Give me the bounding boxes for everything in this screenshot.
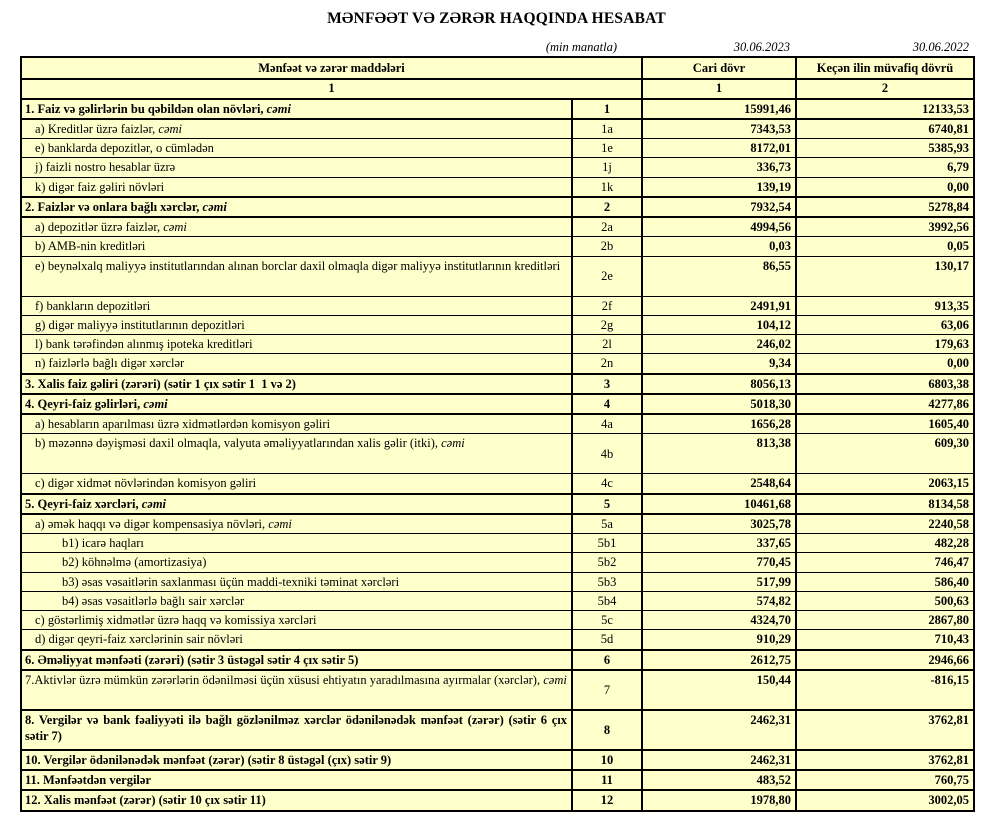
row-value-current: 246,02	[642, 335, 796, 354]
table-row	[21, 119, 974, 139]
table-row	[21, 354, 974, 374]
row-value-current: 9,34	[642, 354, 796, 374]
table-header	[21, 57, 974, 99]
row-number: 2	[572, 197, 642, 217]
row-value-previous: 6,79	[796, 158, 974, 177]
row-label-italic-suffix: cəmi	[543, 672, 567, 687]
row-label-text: 7.Aktivlər üzrə mümkün zərərlərin ödənilməsi üçün xüsusi ehtiyatın yaradılmasına ayırmalar (xərclər),	[25, 672, 544, 687]
row-value-current: 7932,54	[642, 197, 796, 217]
row-value-current: 337,65	[642, 534, 796, 553]
row-value-current: 910,29	[642, 630, 796, 650]
row-number: 1e	[572, 139, 642, 158]
row-label	[21, 354, 572, 374]
row-label-text: 2. Faizlər və onlara bağlı xərclər,	[25, 199, 203, 214]
row-label	[21, 237, 572, 256]
row-value-current: 1978,80	[642, 790, 796, 810]
row-label-text: n) faizlərlə bağlı digər xərclər	[35, 356, 185, 371]
row-value-previous: 6803,38	[796, 374, 974, 394]
table-row	[21, 710, 974, 750]
date-current: 30.06.2023	[733, 40, 790, 54]
row-value-previous: 2867,80	[796, 611, 974, 630]
row-label	[21, 99, 572, 119]
row-number: 2f	[572, 296, 642, 315]
row-value-current: 8172,01	[642, 139, 796, 158]
row-number: 11	[572, 770, 642, 790]
row-label-text: b3) əsas vəsaitlərin saxlanması üçün maddi-texniki təminat xərcləri	[62, 574, 400, 589]
row-value-current: 2462,31	[642, 710, 796, 750]
row-number: 1j	[572, 158, 642, 177]
table-row	[21, 139, 974, 158]
table-row	[21, 630, 974, 650]
table-row	[21, 394, 974, 414]
row-number: 3	[572, 374, 642, 394]
row-value-previous: 746,47	[796, 553, 974, 572]
row-value-previous: 6740,81	[796, 119, 974, 139]
row-value-current: 15991,46	[642, 99, 796, 119]
row-value-previous: 586,40	[796, 572, 974, 591]
row-number: 5c	[572, 611, 642, 630]
row-label-italic-suffix: cəmi	[141, 496, 167, 511]
table-row	[21, 474, 974, 494]
row-number: 2l	[572, 335, 642, 354]
row-value-previous: 500,63	[796, 591, 974, 610]
row-label-text: e) beynəlxalq maliyyə institutlarından alınan borclar daxil olmaqla digər maliyyə institutlarının kreditləri	[35, 258, 561, 273]
row-value-current: 150,44	[642, 670, 796, 710]
meta-row	[20, 40, 973, 55]
row-value-previous: 760,75	[796, 770, 974, 790]
row-label	[21, 534, 572, 553]
row-number: 8	[572, 710, 642, 750]
row-value-current: 3025,78	[642, 514, 796, 534]
profit-loss-table	[20, 56, 975, 812]
row-number: 6	[572, 650, 642, 670]
table-row	[21, 750, 974, 770]
row-number: 2a	[572, 217, 642, 237]
row-label	[21, 770, 572, 790]
row-value-current: 770,45	[642, 553, 796, 572]
row-label	[21, 374, 572, 394]
row-value-current: 86,55	[642, 256, 796, 296]
row-value-current: 1656,28	[642, 414, 796, 434]
row-value-previous: 0,05	[796, 237, 974, 256]
header-row-indices	[21, 79, 974, 98]
row-label-text: j) faizli nostro hesablar üzrə	[35, 160, 176, 175]
row-label	[21, 494, 572, 514]
row-label	[21, 394, 572, 414]
row-label-text: a) əmək haqqı və digər kompensasiya növləri,	[35, 516, 269, 531]
row-label	[21, 650, 572, 670]
row-label-text: g) digər maliyyə institutlarının depozitləri	[35, 317, 245, 332]
row-number: 5	[572, 494, 642, 514]
row-number: 1	[572, 99, 642, 119]
table-row	[21, 434, 974, 474]
row-value-current: 4994,56	[642, 217, 796, 237]
row-label-text: 12. Xalis mənfəət (zərər) (sətir 10 çıx sətir 11)	[25, 793, 266, 808]
row-label	[21, 119, 572, 139]
row-value-current: 2462,31	[642, 750, 796, 770]
row-number: 2n	[572, 354, 642, 374]
row-value-current: 2612,75	[642, 650, 796, 670]
table-row	[21, 534, 974, 553]
row-label-italic-suffix: cəmi	[202, 199, 227, 214]
table-row	[21, 572, 974, 591]
table-row	[21, 414, 974, 434]
row-label	[21, 670, 572, 710]
table-row	[21, 514, 974, 534]
row-label	[21, 158, 572, 177]
row-label-italic-suffix: cəmi	[441, 436, 465, 451]
row-label	[21, 315, 572, 334]
row-label-text: b) məzənnə dəyişməsi daxil olmaqla, valyuta əməliyyatlarından xalis gəlir (itki),	[35, 436, 442, 451]
row-value-current: 7343,53	[642, 119, 796, 139]
row-value-previous: 710,43	[796, 630, 974, 650]
row-number: 12	[572, 790, 642, 810]
row-label	[21, 572, 572, 591]
row-number: 5b3	[572, 572, 642, 591]
row-label-text: 1. Faiz və gəlirlərin bu qəbildən olan növləri,	[25, 101, 267, 116]
row-label	[21, 750, 572, 770]
row-value-previous: 3002,05	[796, 790, 974, 810]
row-value-previous: 609,30	[796, 434, 974, 474]
row-label-text: 8. Vergilər və bank fəaliyyəti ilə bağlı gözlənilməz xərclər ödənilənədək mənfəət (zərər) (sətir 6 çıx sətir 7)	[25, 712, 567, 743]
row-label	[21, 514, 572, 534]
header-current-index: 1	[642, 79, 796, 98]
row-value-current: 8056,13	[642, 374, 796, 394]
table-row	[21, 770, 974, 790]
header-previous-index: 2	[796, 79, 974, 98]
row-value-current: 2548,64	[642, 474, 796, 494]
table-row	[21, 650, 974, 670]
row-label	[21, 790, 572, 810]
row-label	[21, 630, 572, 650]
row-value-previous: 4277,86	[796, 394, 974, 414]
row-value-previous: 12133,53	[796, 99, 974, 119]
row-label-text: 11. Mənfəətdən vergilər	[25, 773, 151, 787]
table-row	[21, 177, 974, 197]
header-items-index: 1	[21, 79, 642, 98]
row-label-text: a) hesabların aparılması üzrə xidmətlərdən komisyon gəliri	[35, 417, 331, 431]
table-row	[21, 591, 974, 610]
row-number: 4c	[572, 474, 642, 494]
row-value-previous: 8134,58	[796, 494, 974, 514]
row-label-text: b2) köhnəlmə (amortizasiya)	[62, 555, 207, 570]
row-number: 2e	[572, 256, 642, 296]
row-label-text: 6. Əməliyyat mənfəəti (zərəri) (sətir 3 üstəgəl sətir 4 çıx sətir 5)	[25, 652, 359, 667]
row-value-previous: 0,00	[796, 354, 974, 374]
row-value-previous: 2240,58	[796, 514, 974, 534]
row-number: 4b	[572, 434, 642, 474]
row-number: 5b1	[572, 534, 642, 553]
row-number: 2b	[572, 237, 642, 256]
row-value-current: 813,38	[642, 434, 796, 474]
row-label-text: 10. Vergilər ödənilənədək mənfəət (zərər) (sətir 8 üstəgəl (çıx) sətir 9)	[25, 752, 392, 767]
row-value-previous: 5278,84	[796, 197, 974, 217]
header-previous-period: Keçən ilin müvafiq dövrü	[796, 57, 974, 79]
row-number: 7	[572, 670, 642, 710]
row-value-previous: 2946,66	[796, 650, 974, 670]
row-value-previous: 913,35	[796, 296, 974, 315]
table-row	[21, 296, 974, 315]
row-label-text: 4. Qeyri-faiz gəlirləri,	[25, 396, 144, 411]
row-value-previous: 0,00	[796, 177, 974, 197]
row-label	[21, 591, 572, 610]
row-label-text: b) AMB-nin kreditləri	[35, 239, 146, 254]
row-value-previous: 5385,93	[796, 139, 974, 158]
row-label	[21, 217, 572, 237]
row-value-previous: 2063,15	[796, 474, 974, 494]
row-label-italic-suffix: cəmi	[143, 396, 168, 411]
row-number: 2g	[572, 315, 642, 334]
row-number: 4	[572, 394, 642, 414]
row-value-current: 517,99	[642, 572, 796, 591]
table-row	[21, 315, 974, 334]
row-value-current: 10461,68	[642, 494, 796, 514]
row-label-italic-suffix: cəmi	[163, 220, 187, 234]
row-label-text: e) banklarda depozitlər, o cümlədən	[35, 141, 214, 155]
table-row	[21, 237, 974, 256]
table-row	[21, 553, 974, 572]
row-value-previous: 3762,81	[796, 750, 974, 770]
row-value-current: 5018,30	[642, 394, 796, 414]
header-current-period: Cari dövr	[642, 57, 796, 79]
row-number: 5d	[572, 630, 642, 650]
unit-label: (min manatla)	[545, 40, 617, 54]
row-number: 10	[572, 750, 642, 770]
row-label-text: a) Kreditlər üzrə faizlər,	[35, 121, 159, 136]
row-value-previous: 179,63	[796, 335, 974, 354]
row-label	[21, 139, 572, 158]
table-row	[21, 158, 974, 177]
row-label	[21, 296, 572, 315]
report-table-body	[21, 99, 974, 811]
row-label-text: f) bankların depozitləri	[35, 298, 151, 313]
table-row	[21, 256, 974, 296]
row-label-text: c) göstərlimiş xidmətlər üzrə haqq və komissiya xərcləri	[35, 613, 317, 627]
row-label-text: a) depozitlər üzrə faizlər,	[35, 220, 164, 234]
table-row	[21, 611, 974, 630]
row-label	[21, 177, 572, 197]
row-value-current: 336,73	[642, 158, 796, 177]
row-label-text: b1) icarə haqları	[62, 536, 144, 550]
date-previous: 30.06.2022	[912, 40, 969, 54]
row-number: 1a	[572, 119, 642, 139]
table-row	[21, 217, 974, 237]
row-value-previous: 3762,81	[796, 710, 974, 750]
row-label-italic-suffix: cəmi	[158, 121, 182, 136]
header-row-titles	[21, 57, 974, 79]
row-number: 5a	[572, 514, 642, 534]
table-row	[21, 335, 974, 354]
row-label-text: b4) əsas vəsaitlərlə bağlı sair xərclər	[62, 593, 245, 608]
header-items: Mənfəət və zərər maddələri	[21, 57, 642, 79]
row-label-text: d) digər qeyri-faiz xərclərinin sair növləri	[35, 632, 243, 647]
row-value-previous: 482,28	[796, 534, 974, 553]
row-value-previous: 130,17	[796, 256, 974, 296]
page-title: MƏNFƏƏT VƏ ZƏRƏR HAQQINDA HESABAT	[327, 10, 666, 27]
row-value-previous: 1605,40	[796, 414, 974, 434]
row-label	[21, 434, 572, 474]
row-label-text: l) bank tərəfindən alınmış ipoteka kreditləri	[35, 337, 253, 351]
row-value-current: 574,82	[642, 591, 796, 610]
table-row	[21, 670, 974, 710]
table-row	[21, 494, 974, 514]
row-label	[21, 197, 572, 217]
row-label	[21, 414, 572, 434]
row-label-text: k) digər faiz gəliri növləri	[35, 179, 165, 194]
row-value-current: 139,19	[642, 177, 796, 197]
row-number: 5b2	[572, 553, 642, 572]
row-label-text: c) digər xidmət növlərindən komisyon gəliri	[35, 476, 257, 491]
row-label-italic-suffix: cəmi	[266, 101, 291, 116]
row-number: 1k	[572, 177, 642, 197]
row-value-current: 2491,91	[642, 296, 796, 315]
row-label	[21, 474, 572, 494]
row-value-current: 483,52	[642, 770, 796, 790]
row-value-previous: -816,15	[796, 670, 974, 710]
row-value-previous: 3992,56	[796, 217, 974, 237]
table-row	[21, 197, 974, 217]
row-value-previous: 63,06	[796, 315, 974, 334]
row-label-italic-suffix: cəmi	[268, 516, 292, 531]
row-value-current: 4324,70	[642, 611, 796, 630]
row-label-text: 5. Qeyri-faiz xərcləri,	[25, 496, 142, 511]
row-number: 5b4	[572, 591, 642, 610]
row-label	[21, 611, 572, 630]
table-row	[21, 790, 974, 810]
row-label-text: 3. Xalis faiz gəliri (zərəri) (sətir 1 çıx sətir 1 1 və 2)	[25, 376, 296, 391]
row-label	[21, 710, 572, 750]
row-number: 4a	[572, 414, 642, 434]
row-value-current: 0,03	[642, 237, 796, 256]
row-label	[21, 256, 572, 296]
row-label	[21, 335, 572, 354]
table-row	[21, 374, 974, 394]
row-value-current: 104,12	[642, 315, 796, 334]
table-row	[21, 99, 974, 119]
row-label	[21, 553, 572, 572]
